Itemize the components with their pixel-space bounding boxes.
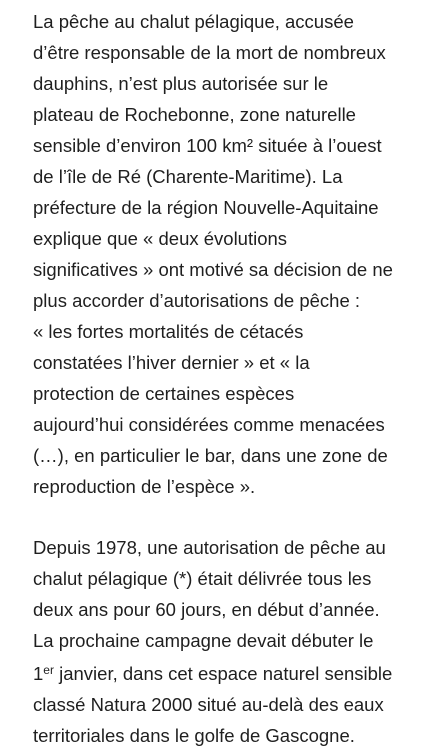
text-line: reproduction de l’espèce ». [33,476,256,497]
text-line: d’être responsable de la mort de nombreux [33,42,386,63]
text-line: significatives » ont motivé sa décision de ne [33,259,393,280]
text-line: protection de certaines espèces [33,383,295,404]
text-line: « les fortes mortalités de cétacés [33,321,304,342]
text-line: aujourd’hui considérées comme menacées [33,414,385,435]
ordinal-superscript: er [43,663,54,677]
text-line: La prochaine campagne devait débuter le [33,630,374,651]
text-line: (…), en particulier le bar, dans une zone de [33,445,388,466]
text-line: classé Natura 2000 situé au-delà des eaux [33,694,384,715]
text-line: territoriales dans le golfe de Gascogne. [33,725,355,746]
text-line: plus accorder d’autorisations de pêche : [33,290,361,311]
text-line: dauphins, n’est plus autorisée sur le [33,73,329,94]
line-rest: janvier, dans cet espace naturel sensible [53,663,393,684]
text-line-with-superscript [33,662,392,686]
text-line: explique que « deux évolutions [33,228,288,249]
text-line: deux ans pour 60 jours, en début d’année. [33,599,380,620]
text-line: constatées l’hiver dernier » et « la [33,352,310,373]
text-line: de l’île de Ré (Charente-Maritime). La [33,166,343,187]
date-number: 1 [33,663,44,684]
text-line: plateau de Rochebonne, zone naturelle [33,104,356,125]
text-line: chalut pélagique (*) était délivrée tous les [33,568,372,589]
text-line: Depuis 1978, une autorisation de pêche au [33,537,386,558]
text-line: préfecture de la région Nouvelle-Aquitaine [33,197,379,218]
text-line: sensible d’environ 100 km² située à l’ouest [33,135,382,156]
text-line: La pêche au chalut pélagique, accusée [33,11,354,32]
